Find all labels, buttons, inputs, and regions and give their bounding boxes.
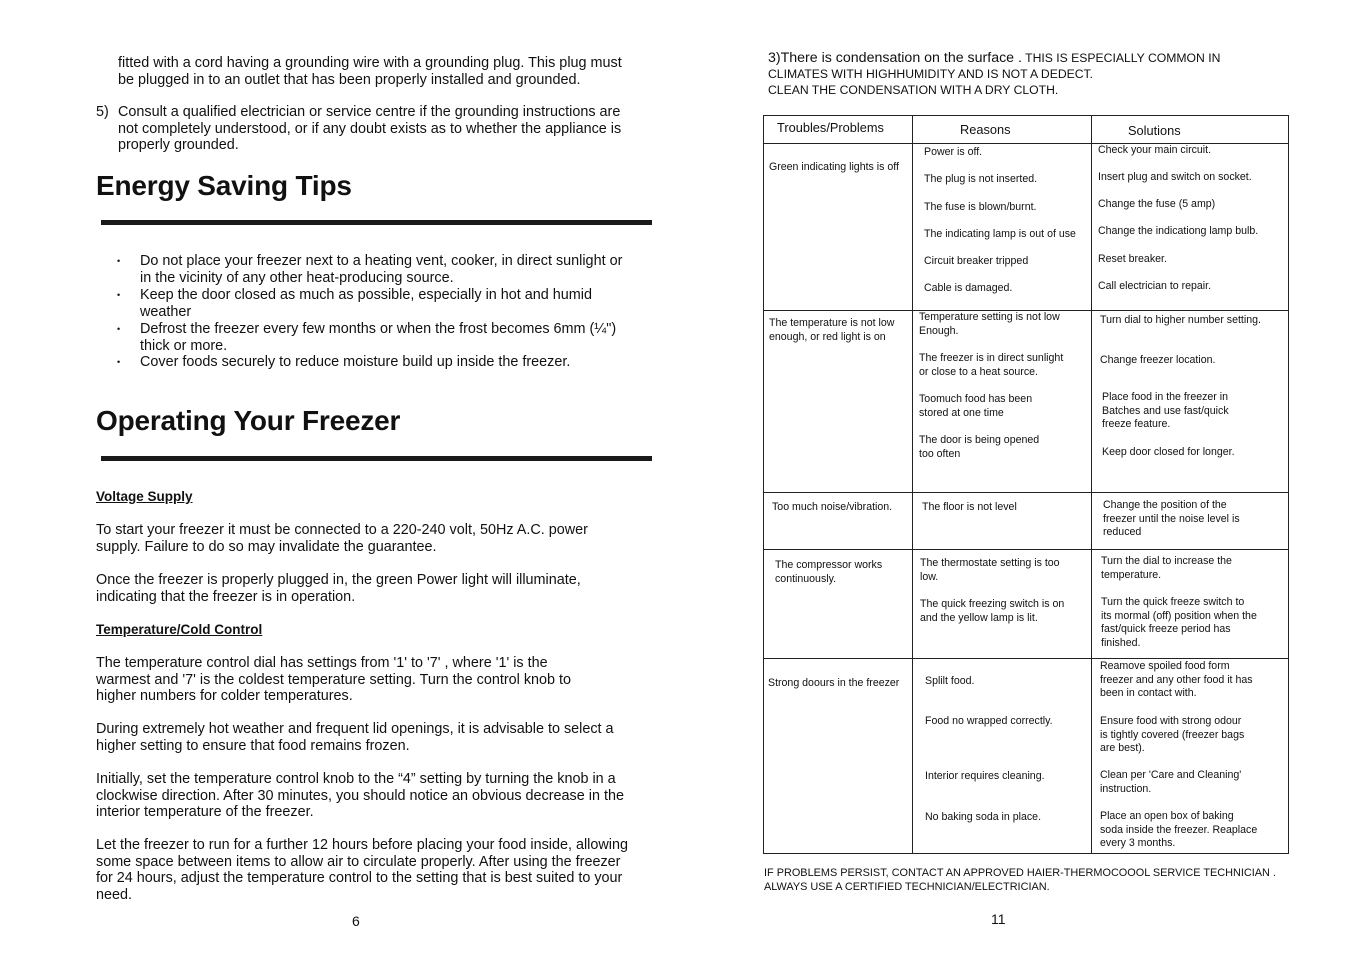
- reason-cell: Power is off.: [924, 146, 983, 158]
- header-problems: Troubles/Problems: [777, 120, 884, 135]
- problem-cell: The compressor works continuously.: [775, 559, 883, 585]
- reason-cell: Splilt food.: [925, 675, 975, 687]
- reason-cell: Temperature setting is not low Enough.: [919, 311, 1060, 337]
- reason-cell: Food no wrapped correctly.: [925, 715, 1053, 727]
- solution-cell: Reset breaker.: [1098, 253, 1167, 265]
- item-number: 5): [96, 104, 109, 120]
- reason-cell: Toomuch food has been stored at one time: [919, 393, 1033, 419]
- hot-weather-text: During extremely hot weather and frequent lid openings, it is advisable to select a higher setting to ensure that food remains frozen.: [96, 721, 614, 754]
- page-number: 6: [352, 913, 360, 929]
- reason-cell: Cable is damaged.: [924, 282, 1013, 294]
- reason-cell: The freezer is in direct sunlight or close to a heat source.: [919, 352, 1064, 378]
- power-light-text: Once the freezer is properly plugged in, the green Power light will illuminate, indicating that the freezer is in operation.: [96, 572, 581, 605]
- reason-cell: The floor is not level: [922, 501, 1017, 513]
- problem-cell: The temperature is not low enough, or red light is on: [769, 317, 895, 343]
- consult-electrician-text: Consult a qualified electrician or service centre if the grounding instructions are not completely understood, or if any doubt exists as to whether the appliance is properly grounded.: [118, 104, 622, 154]
- service-footer-note: IF PROBLEMS PERSIST, CONTACT AN APPROVED HAIER-THERMOCOOOL SERVICE TECHNICIAN . ALWAYS USE A CERTIFIED TECHNICIAN/ELECTRICIAN.: [764, 867, 1276, 893]
- energy-saving-heading: Energy Saving Tips: [96, 170, 352, 201]
- right-page: [675, 0, 1350, 954]
- solution-cell: Reamove spoiled food form freezer and any other food it has been in contact with.: [1100, 660, 1253, 700]
- list-item: • Defrost the freezer every few months or when the frost becomes 6mm (¼") thick or more.: [116, 321, 622, 355]
- solution-cell: Ensure food with strong odour is tightly covered (freezer bags are best).: [1100, 715, 1245, 755]
- reason-cell: The indicating lamp is out of use: [924, 228, 1076, 240]
- solution-cell: Change the fuse (5 amp): [1098, 198, 1216, 210]
- voltage-supply-heading: Voltage Supply: [96, 489, 193, 504]
- heading-rule: [101, 456, 652, 461]
- reason-cell: The thermostate setting is too low.: [920, 557, 1060, 583]
- list-item: • Cover foods securely to reduce moisture build up inside the freezer.: [116, 354, 622, 371]
- reason-cell: No baking soda in place.: [925, 811, 1042, 823]
- reason-cell: Circuit breaker tripped: [924, 255, 1029, 267]
- list-item: • Keep the door closed as much as possible, especially in hot and humid weather: [116, 287, 622, 321]
- solution-cell: Turn dial to higher number setting.: [1100, 314, 1261, 326]
- page-number: 11: [991, 911, 1006, 927]
- solution-cell: Turn the dial to increase the temperature.: [1101, 555, 1232, 581]
- problem-cell: Green indicating lights is off: [769, 161, 899, 173]
- reason-cell: The plug is not inserted.: [924, 173, 1038, 185]
- solution-cell: Change freezer location.: [1100, 354, 1216, 366]
- list-item: • Do not place your freezer next to a heating vent, cooker, in direct sunlight or in the vicinity of any other heat-producing source.: [116, 253, 622, 287]
- energy-tips-list: [116, 253, 622, 371]
- solution-cell: Place food in the freezer in Batches and use fast/quick freeze feature.: [1102, 391, 1229, 431]
- voltage-text: To start your freezer it must be connected to a 220-240 volt, 50Hz A.C. power supply. Failure to do so may invalidate the guarantee.: [96, 522, 588, 555]
- operating-freezer-heading: Operating Your Freezer: [96, 405, 401, 436]
- troubleshooting-table: [763, 115, 1289, 854]
- run-freezer-text: Let the freezer to run for a further 12 hours before placing your food inside, allowing some space between items to allow air to circulate properly. After using the freezer for 24 hours, adjust the temperature control to the setting that is best suited to your need.: [96, 837, 628, 903]
- reason-cell: The fuse is blown/burnt.: [924, 201, 1037, 213]
- temperature-control-text: The temperature control dial has settings from '1' to '7' , where '1' is the warmest and '7' is the coldest temperature setting. Turn the control knob to higher numbers for colder temperatures.: [96, 655, 572, 705]
- reason-cell: The quick freezing switch is on and the yellow lamp is lit.: [920, 598, 1065, 624]
- header-solutions: Solutions: [1128, 123, 1181, 138]
- row-divider: [764, 658, 1288, 659]
- solution-cell: Keep door closed for longer.: [1102, 446, 1235, 458]
- solution-cell: Call electrician to repair.: [1098, 280, 1212, 292]
- initial-setting-text: Initially, set the temperature control knob to the “4” setting by turning the knob in a clockwise direction. After 30 minutes, you should notice an obvious decrease in the interior temperature of the freezer.: [96, 771, 624, 821]
- reason-cell: The door is being opened too often: [919, 434, 1040, 460]
- solution-cell: Turn the quick freeze switch to its mormal (off) position when the fast/quick freeze period has finished.: [1101, 596, 1257, 649]
- solution-cell: Check your main circuit.: [1098, 144, 1212, 156]
- reason-cell: Interior requires cleaning.: [925, 770, 1045, 782]
- solution-cell: Change the position of the freezer until the noise level is reduced: [1103, 499, 1240, 539]
- header-reasons: Reasons: [960, 122, 1011, 137]
- problem-cell: Too much noise/vibration.: [772, 501, 893, 513]
- solution-cell: Change the indicationg lamp bulb.: [1098, 225, 1259, 237]
- problem-cell: Strong doours in the freezer: [768, 677, 900, 689]
- column-divider: [912, 116, 913, 853]
- row-divider: [764, 549, 1288, 550]
- heading-rule: [101, 220, 652, 225]
- solution-cell: Insert plug and switch on socket.: [1098, 171, 1252, 183]
- column-divider: [1091, 116, 1092, 853]
- grounding-continuation: fitted with a cord having a grounding wire with a grounding plug. This plug must be plugged in to an outlet that has been properly installed and grounded.: [118, 55, 622, 88]
- row-divider: [764, 492, 1288, 493]
- solution-cell: Place an open box of baking soda inside the freezer. Reaplace every 3 months.: [1100, 810, 1258, 850]
- temperature-control-heading: Temperature/Cold Control: [96, 622, 263, 637]
- solution-cell: Clean per 'Care and Cleaning' instruction.: [1100, 769, 1242, 795]
- condensation-note: 3)There is condensation on the surface . THIS IS ESPECIALLY COMMON IN CLIMATES WITH HIGHHUMIDITY AND IS NOT A DEDECT. CLEAN THE CONDENSATION WITH A DRY CLOTH.: [768, 50, 1221, 97]
